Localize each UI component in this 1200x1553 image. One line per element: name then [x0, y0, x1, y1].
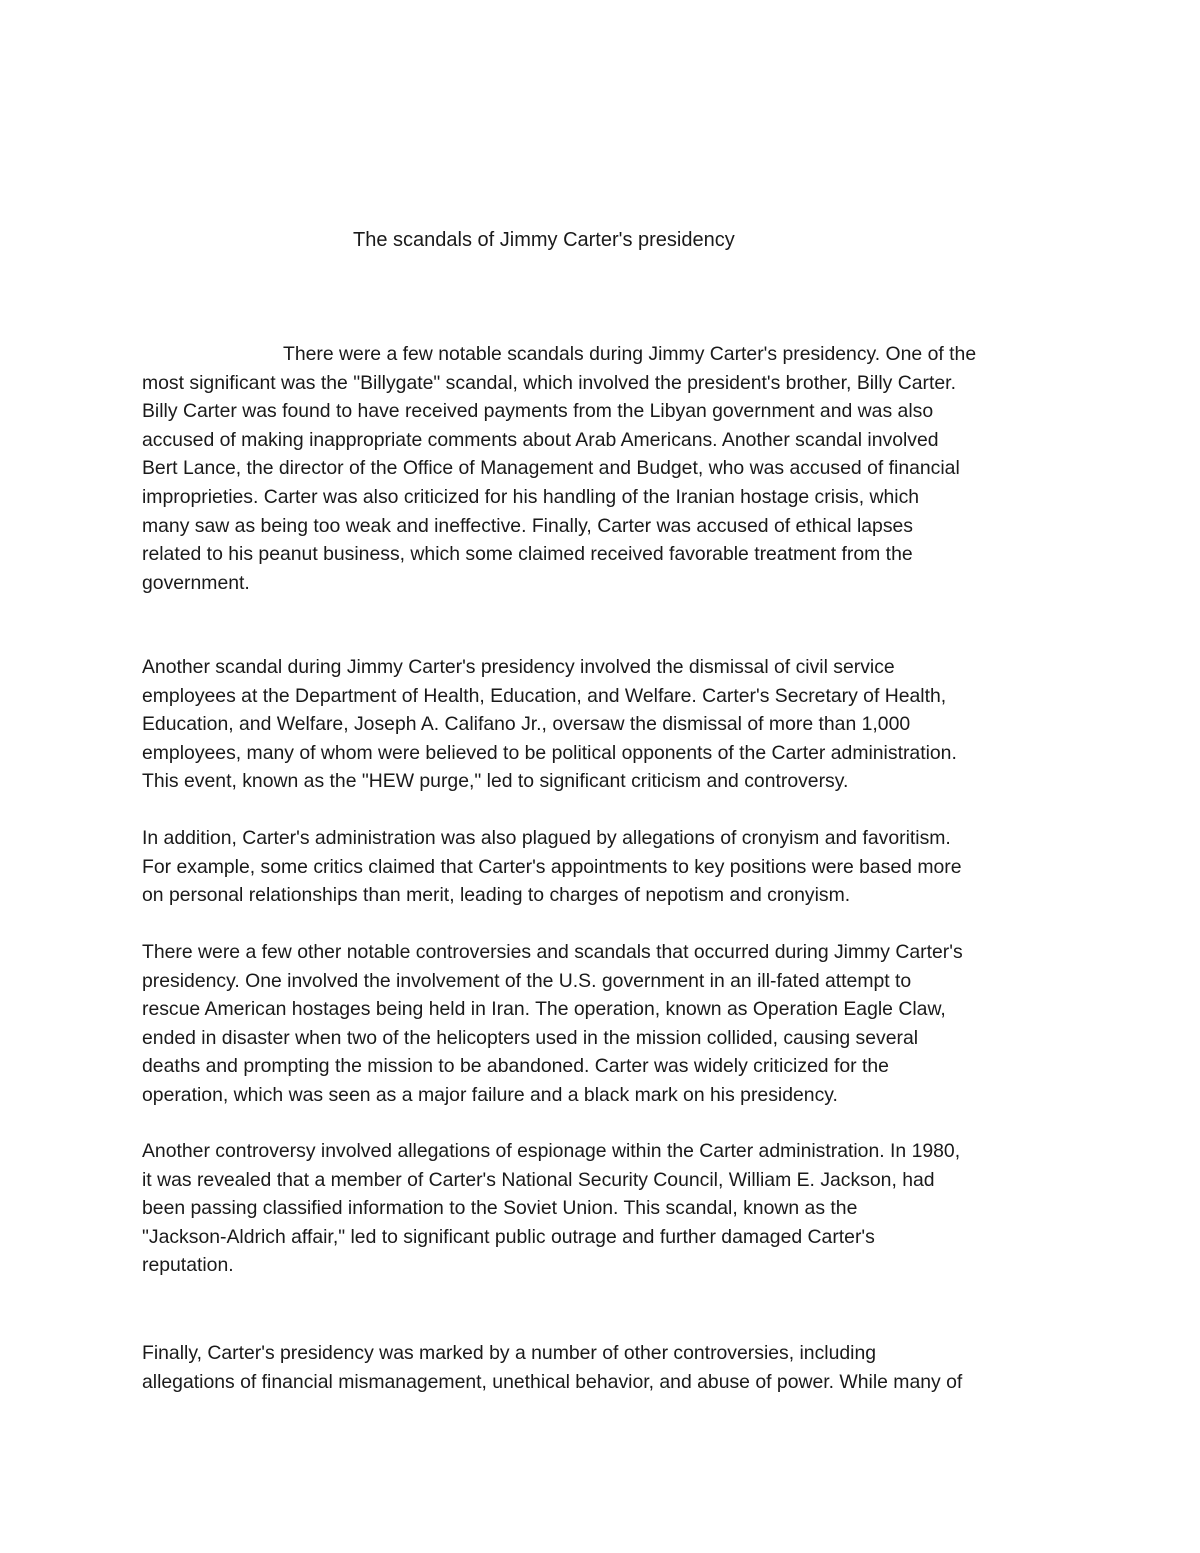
paragraph-line: ended in disaster when two of the helicopters used in the mission collided, causing several: [142, 1026, 919, 1049]
paragraph-line: reputation.: [142, 1254, 234, 1277]
paragraph-line: There were a few other notable controversies and scandals that occurred during Jimmy Carter's: [142, 941, 963, 963]
paragraph-line: employees at the Department of Health, Education, and Welfare. Carter's Secretary of Health,: [142, 684, 947, 707]
paragraph-line: This event, known as the "HEW purge," led to significant criticism and controversy.: [142, 770, 849, 793]
paragraph-line: "Jackson-Aldrich affair," led to significant public outrage and further damaged Carter's: [142, 1225, 875, 1248]
paragraph-line: government.: [142, 571, 250, 594]
paragraph-intro: [142, 340, 1072, 597]
paragraph-line: presidency. One involved the involvement of the U.S. government in an ill-fated attempt to: [142, 969, 912, 992]
paragraph-hew-purge: [142, 653, 1072, 796]
paragraph-line: most significant was the "Billygate" scandal, which involved the president's brother, Billy Carter.: [142, 371, 956, 394]
paragraph-line: Bert Lance, the director of the Office of Management and Budget, who was accused of financial: [142, 457, 960, 480]
paragraph-line: deaths and prompting the mission to be abandoned. Carter was widely criticized for the: [142, 1055, 889, 1078]
paragraph-finally: [142, 1339, 1072, 1396]
paragraph-line: Education, and Welfare, Joseph A. Califano Jr., oversaw the dismissal of more than 1,000: [142, 713, 911, 736]
paragraph-line: many saw as being too weak and ineffective. Finally, Carter was accused of ethical lapses: [142, 514, 913, 537]
paragraph-line: Another scandal during Jimmy Carter's presidency involved the dismissal of civil service: [142, 656, 895, 678]
paragraph-line: improprieties. Carter was also criticized for his handling of the Iranian hostage crisis, which: [142, 485, 920, 508]
paragraph-line: been passing classified information to the Soviet Union. This scandal, known as the: [142, 1197, 858, 1220]
paragraph-line: operation, which was seen as a major failure and a black mark on his presidency.: [142, 1083, 838, 1106]
paragraph-cronyism: [142, 824, 1072, 910]
paragraph-line: In addition, Carter's administration was also plagued by allegations of cronyism and favoritism.: [142, 827, 951, 849]
paragraph-line: on personal relationships than merit, leading to charges of nepotism and cronyism.: [142, 884, 851, 907]
paragraph-line: Another controversy involved allegations of espionage within the Carter administration. In 1980,: [142, 1140, 961, 1162]
paragraph-espionage: [142, 1137, 1072, 1280]
paragraph-line: Finally, Carter's presidency was marked by a number of other controversies, including: [142, 1342, 877, 1364]
paragraph-line: rescue American hostages being held in Iran. The operation, known as Operation Eagle Claw,: [142, 998, 946, 1021]
paragraph-line: Billy Carter was found to have received payments from the Libyan government and was also: [142, 400, 934, 423]
paragraph-line: For example, some critics claimed that Carter's appointments to key positions were based more: [142, 855, 962, 878]
paragraph-eagle-claw: [142, 938, 1072, 1110]
paragraph-line: related to his peanut business, which some claimed received favorable treatment from the: [142, 543, 913, 566]
document-title: The scandals of Jimmy Carter's presidency: [353, 229, 735, 251]
paragraph-line: There were a few notable scandals during Jimmy Carter's presidency. One of the: [283, 343, 977, 365]
paragraph-line: employees, many of whom were believed to be political opponents of the Carter administration.: [142, 741, 957, 764]
paragraph-line: accused of making inappropriate comments about Arab Americans. Another scandal involved: [142, 428, 939, 451]
paragraph-line: it was revealed that a member of Carter's National Security Council, William E. Jackson, had: [142, 1168, 935, 1191]
paragraph-line: allegations of financial mismanagement, unethical behavior, and abuse of power. While many of: [142, 1370, 963, 1393]
